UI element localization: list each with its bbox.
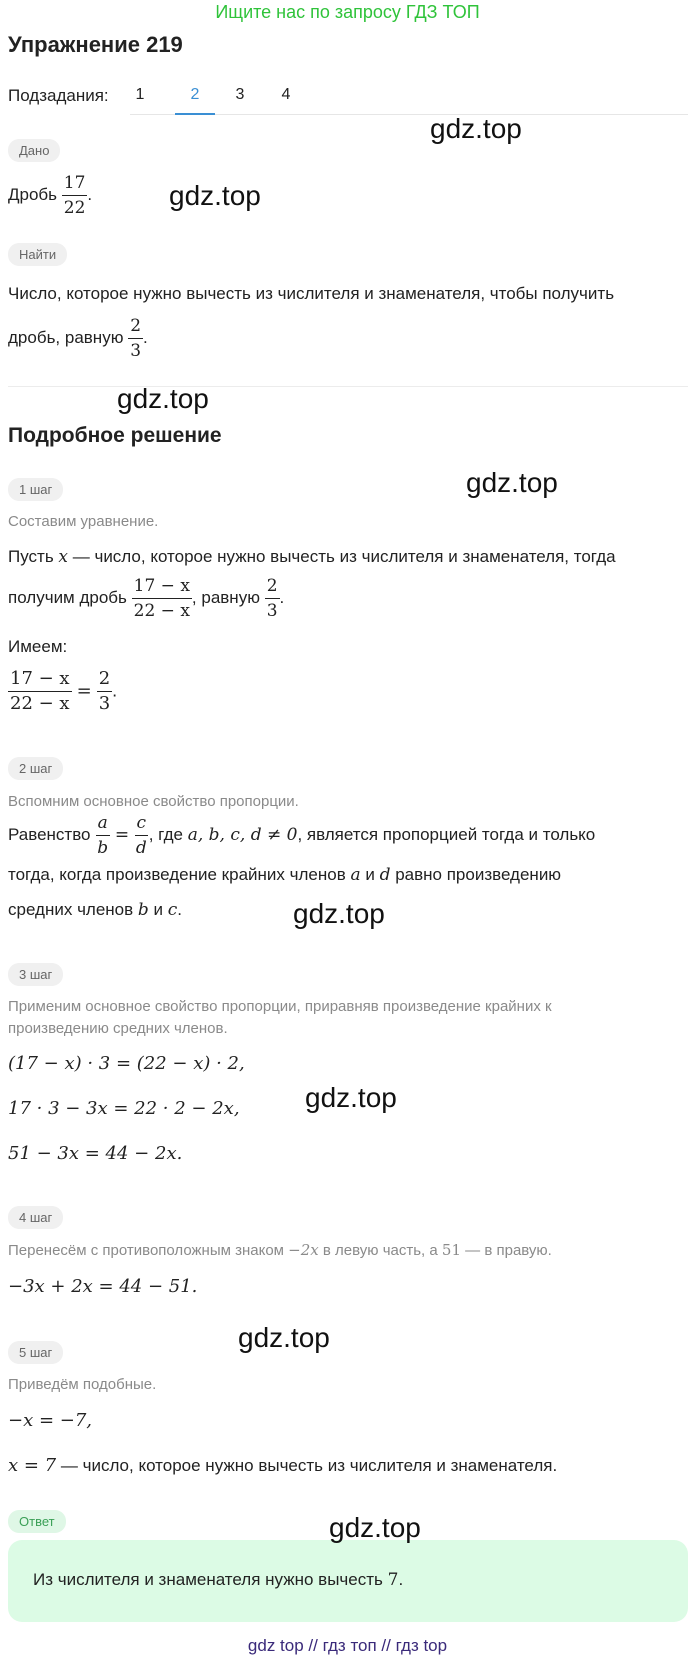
- step-2-pill: 2 шаг: [8, 757, 63, 780]
- watermark: gdz.top: [329, 1512, 421, 1543]
- solution-heading: Подробное решение: [8, 424, 222, 447]
- tab-subtask-1[interactable]: 1: [135, 86, 145, 103]
- given-fraction: $\frac{17}{22}$: [63, 173, 86, 218]
- watermark: gdz.top: [305, 1082, 397, 1113]
- watermark: gdz.top: [117, 383, 209, 414]
- step-5-pill: 5 шаг: [8, 1341, 63, 1364]
- step-1-line-1: Пусть x — число, которое нужно вычесть из числителя и знаменателя, тогда: [8, 547, 616, 567]
- step-1-line-2: получим дробь $\frac{17 - x}{22 - x}$ , равную $\frac{2}{3}$ .: [8, 576, 285, 621]
- step-2-hint: Вспомним основное свойство пропорции.: [8, 793, 299, 810]
- tab-subtask-3[interactable]: 3: [235, 86, 245, 103]
- tab-subtask-2[interactable]: 2: [190, 86, 200, 103]
- step-3-equation-3: 51 − 3x = 44 − 2x.: [8, 1143, 183, 1164]
- step-3-pill: 3 шаг: [8, 963, 63, 986]
- step-3-equation-2: 17 · 3 − 3x = 22 · 2 − 2x,: [8, 1098, 240, 1119]
- step-1-have: Имеем:: [8, 637, 68, 656]
- section-divider: [8, 386, 688, 387]
- watermark: gdz.top: [466, 467, 558, 498]
- step-2-line-1: Равенство $\frac{a}{b}$ = $\frac{c}{d}$ , где a, b, c, d ≠ 0, является пропорцией тогда и только: [8, 813, 596, 858]
- footer-links[interactable]: gdz top // гдз топ // гдз top: [247, 1636, 448, 1655]
- step-1-hint: Составим уравнение.: [8, 513, 159, 530]
- given-text: Дробь $\frac{17}{22}$ .: [8, 173, 93, 218]
- step-2-line-2: тогда, когда произведение крайних членов a и d равно произведению: [8, 865, 562, 885]
- step-2-line-3: средних членов b и c.: [8, 900, 183, 920]
- step-3-hint-1: Применим основное свойство пропорции, приравняв произведение крайних к: [8, 998, 552, 1015]
- step-5-equation-2: x = 7 — число, которое нужно вычесть из числителя и знаменателя.: [8, 1455, 558, 1476]
- top-search-link[interactable]: Ищите нас по запросу ГДЗ ТОП: [215, 2, 480, 22]
- answer-text: Из числителя и знаменателя нужно вычесть 7.: [33, 1570, 404, 1590]
- page-title: Упражнение 219: [8, 32, 183, 57]
- step-4-pill: 4 шаг: [8, 1206, 63, 1229]
- step-5-equation-1: −x = −7,: [8, 1410, 93, 1431]
- step-1-fraction: $\frac{17 - x}{22 - x}$: [133, 576, 190, 621]
- step-3-equation-1: (17 − x) · 3 = (22 − x) · 2,: [8, 1053, 245, 1074]
- step-1-pill: 1 шаг: [8, 478, 63, 501]
- find-fraction: $\frac{2}{3}$: [130, 316, 142, 361]
- step-4-equation: −3x + 2x = 44 − 51.: [8, 1276, 198, 1297]
- watermark: gdz.top: [169, 180, 261, 211]
- tab-subtask-4[interactable]: 4: [281, 86, 291, 103]
- step-3-hint-2: произведению средних членов.: [8, 1020, 228, 1037]
- step-5-hint: Приведём подобные.: [8, 1376, 157, 1393]
- step-4-hint: Перенесём с противоположным знаком −2x в левую часть, а 51 — в правую.: [8, 1241, 552, 1259]
- given-pill: Дано: [8, 139, 60, 162]
- find-line-1: Число, которое нужно вычесть из числителя и знаменателя, чтобы получить: [8, 284, 615, 303]
- subtasks-label: Подзадания:: [8, 86, 109, 105]
- find-line-2: дробь, равную $\frac{2}{3}$ .: [8, 316, 148, 361]
- active-tab-indicator: [175, 113, 215, 115]
- step-1-equation: $\frac{17 - x}{22 - x}$ = $\frac{2}{3}$ .: [10, 668, 118, 714]
- step-1-fraction-2: $\frac{2}{3}$: [266, 576, 278, 621]
- answer-pill: Ответ: [8, 1510, 66, 1533]
- watermark: gdz.top: [238, 1322, 330, 1353]
- find-pill: Найти: [8, 243, 67, 266]
- watermark: gdz.top: [293, 898, 385, 929]
- watermark: gdz.top: [430, 113, 522, 144]
